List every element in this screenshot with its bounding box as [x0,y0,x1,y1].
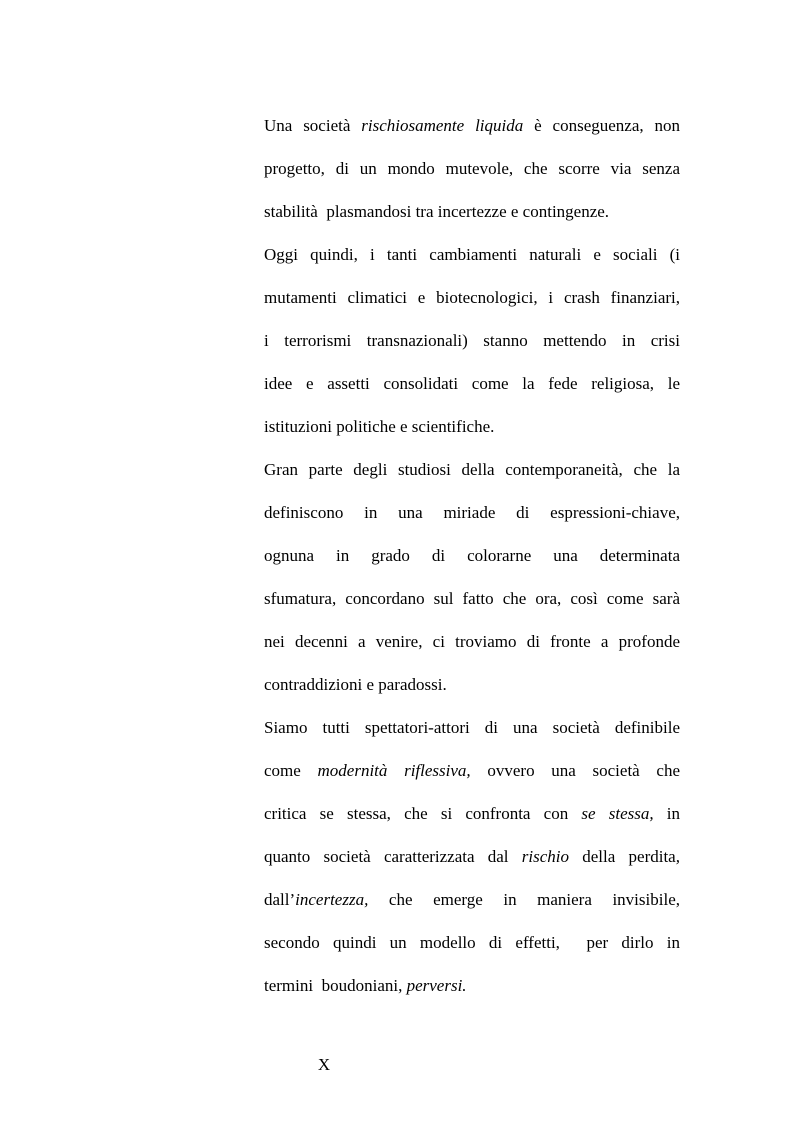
text-run: nei decenni a venire, ci troviamo di fronte a profonde [264,632,680,651]
text-run: progetto, di un mondo mutevole, che scorre via senza [264,159,680,178]
text-line [264,236,680,279]
text-line [264,537,680,580]
text-run: mutamenti climatici e biotecnologici, i crash finanziari, [264,288,680,307]
text-run: Una società [264,116,362,135]
text-line [264,795,680,838]
text-line [264,709,680,752]
text-run: istituzioni politiche e scientifiche. [264,417,495,436]
text-line [264,838,680,881]
text-run: ovvero una società che [470,761,680,780]
body-text [264,107,680,1010]
paragraph [264,709,680,1010]
text-line [264,580,680,623]
text-line [264,451,680,494]
text-run: dall’ [264,890,296,909]
text-line [264,408,680,451]
text-run: Gran parte degli studiosi della contemporaneità, che la [264,460,680,479]
text-line [264,322,680,365]
text-run: definiscono in una miriade di espressioni-chiave, [264,503,680,522]
text-line [264,107,680,150]
text-line [264,881,680,924]
text-line [264,666,680,709]
text-line [264,752,680,795]
text-run: idee e assetti consolidati come la fede religiosa, le [264,374,680,393]
text-line [264,924,680,967]
text-run: termini boudoniani, [264,976,407,995]
text-line [264,365,680,408]
text-run: della perdita [569,847,676,866]
paragraph [264,236,680,451]
text-run: è conseguenza, non [523,116,680,135]
italic-text: rischio [521,847,570,866]
text-line [264,967,680,1010]
page-number: X [317,1055,331,1074]
italic-text: perversi. [406,976,467,995]
text-run: i terrorismi transnazionali) stanno mettendo in crisi [264,331,680,350]
text-line [264,623,680,666]
text-line [264,193,680,236]
text-run: Oggi quindi, i tanti cambiamenti naturali e sociali (i [264,245,680,264]
paragraph [264,107,680,236]
text-run: contraddizioni e paradossi. [264,675,447,694]
text-run: che emerge in maniera invisibile, [368,890,680,909]
text-line [264,279,680,322]
text-run: secondo quindi un modello di effetti, per dirlo in [264,933,680,952]
italic-text: rischiosamente liquida [361,116,524,135]
italic-text: incertezza, [295,890,369,909]
text-run: Siamo tutti spettatori-attori di una società definibile [264,718,680,737]
text-line [264,494,680,537]
text-run: in [653,804,680,823]
text-run: sfumatura, concordano sul fatto che ora, così come sarà [264,589,680,608]
italic-text: se stessa, [581,804,654,823]
paragraph [264,451,680,709]
italic-text: , [675,847,680,866]
text-run: quanto società caratterizzata dal [264,847,522,866]
text-run: critica se stessa, che si confronta con [264,804,582,823]
text-run: ognuna in grado di colorarne una determinata [264,546,680,565]
italic-text: modernità riflessiva, [317,761,471,780]
text-run: come [264,761,318,780]
text-run: stabilità plasmandosi tra incertezze e contingenze. [264,202,610,221]
text-line [264,150,680,193]
